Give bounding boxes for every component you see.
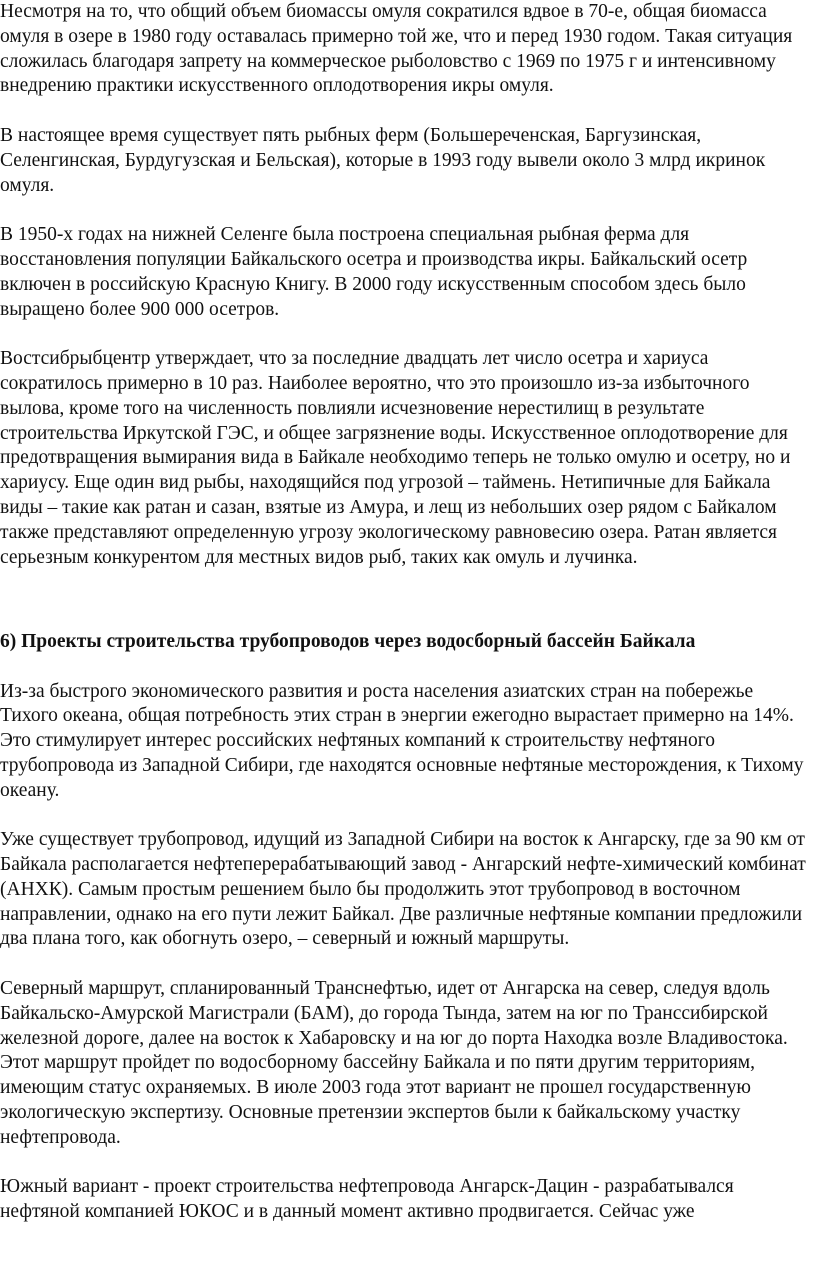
paragraph-vostsibrybcentr: Востсибрыбцентр утверждает, что за последние двадцать лет число осетра и хариуса сократилось примерно в 10 раз. Наиболее вероятно, что это произошло из-за избыточного вылова, кроме того на численность повлияли исчезновение нерестилищ в результате строительства Иркутской ГЭС, и общее загрязнение воды. Искусственное оплодотворение для предотвращения вымирания вида в Байкале необходимо теперь не только омулю и осетру, но и хариусу. Еще один вид рыбы, находящийся под угрозой – таймень. Нетипичные для Байкала виды – такие как ратан и сазан, взятые из Амура, и лещ из небольших озер рядом с Байкалом также представляют определенную угрозу экологическому равновесию озера. Ратан является серьезным конкурентом для местных видов рыб, таких как омуль и лучинка. (0, 348, 791, 568)
paragraph-sturgeon-farm: В 1950-х годах на нижней Селенге была построена специальная рыбная ферма для восстановления популяции Байкальского осетра и производства икры. Байкальский осетр включен в российскую Красную Книгу. В 2000 году искусственным способом здесь было выращено более 900 000 осетров. (0, 224, 748, 320)
paragraph-fish-farms: В настоящее время существует пять рыбных ферм (Большереченская, Баргузинская, Селенгинская, Бурдугузская и Бельская), которые в 1993 году вывели около 3 млрд икринок омуля. (0, 124, 766, 196)
section-heading-pipelines: 6) Проекты строительства трубопроводов через водосборный бассейн Байкала (0, 630, 696, 652)
paragraph-energy-demand: Из-за быстрого экономического развития и роста населения азиатских стран на побережье Тихого океана, общая потребность этих стран в энергии ежегодно вырастает примерно на 14%. Это стимулирует интерес российских нефтяных компаний к строительству нефтяного трубопровода из Западной Сибири, где находятся основные нефтяные месторождения, к Тихому океану. (0, 680, 804, 801)
paragraph-southern-route: Южный вариант - проект строительства нефтепровода Ангарск-Дацин - разрабатывался нефтяной компанией ЮКОС и в данный момент активно продвигается. Сейчас уже (0, 1176, 734, 1223)
paragraph-omul-biomass: Несмотря на то, что общий объем биомассы омуля сократился вдвое в 70-е, общая биомасса омуля в озере в 1980 году оставалась примерно той же, что и перед 1930 годом. Такая ситуация сложилась благодаря запрету на коммерческое рыболовство с 1969 по 1975 г и интенсивному внедрению практики искусственного оплодотворения икры омуля. (0, 1, 793, 97)
blank-line (0, 595, 808, 620)
paragraph-existing-pipeline: Уже существует трубопровод, идущий из Западной Сибири на восток к Ангарску, где за 90 км от Байкала располагается нефтеперерабатывающий завод - Ангарский нефте-химический комбинат (АНХК). Самым простым решением было бы продолжить этот трубопровод в восточном направлении, однако на его пути лежит Байкал. Две различные нефтяные компании предложили два плана того, как обогнуть озеро, – северный и южный маршруты. (0, 829, 806, 950)
paragraph-northern-route: Северный маршрут, спланированный Транснефтью, идет от Ангарска на север, следуя вдоль Байкальско-Амурской Магистрали (БАМ), до города Тында, затем на юг по Транссибирской железной дороге, далее на восток к Хабаровску и на юг до порта Находка возле Владивостока. Этот маршрут пройдет по водосборному бассейну Байкала и по пяти другим территориям, имеющим статус охраняемых. В июле 2003 года этот вариант не прошел государственную экологическую экспертизу. Основные претензии экспертов были к байкальскому участку нефтепровода. (0, 978, 788, 1148)
